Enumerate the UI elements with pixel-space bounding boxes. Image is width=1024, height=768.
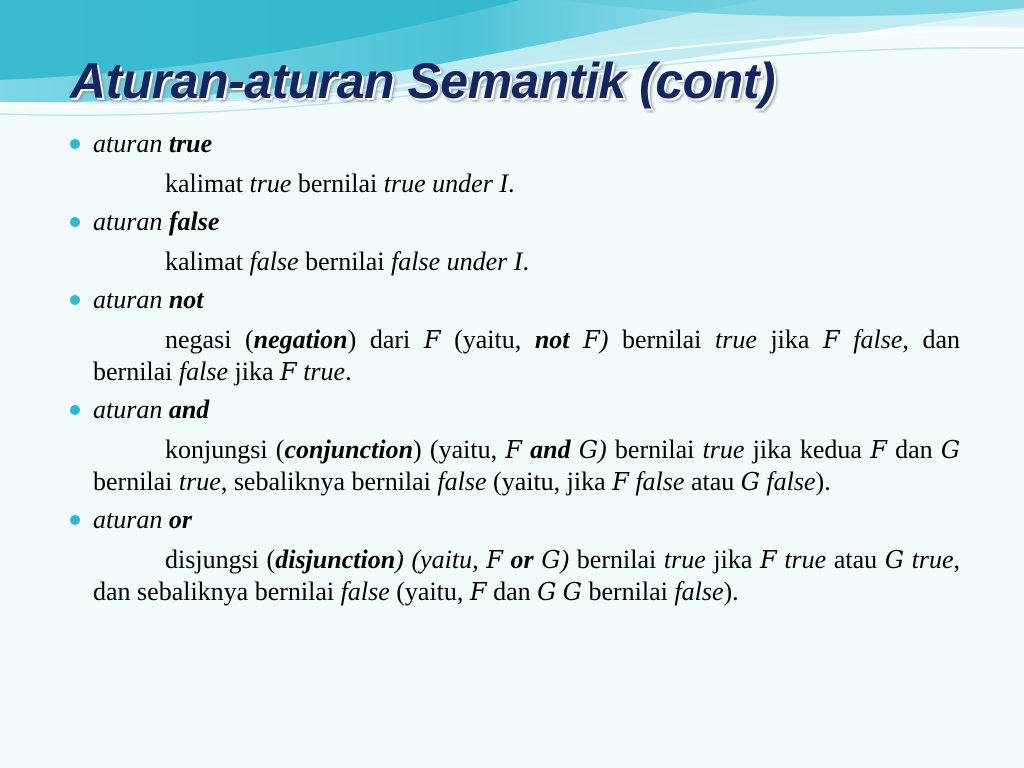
- text: jika: [234, 357, 274, 386]
- text: (yaitu,: [396, 577, 464, 606]
- text: ) dari: [347, 325, 411, 354]
- text: ) (yaitu,: [413, 435, 498, 464]
- text: (yaitu, jika: [493, 467, 606, 496]
- text: false: [635, 467, 685, 496]
- text: true: [303, 357, 346, 386]
- bullet-icon: [70, 405, 80, 415]
- rule-description-and: [70, 434, 960, 498]
- text: .: [522, 247, 529, 276]
- text: negation: [253, 325, 348, 354]
- text: true: [784, 545, 827, 574]
- text: , dan sebaliknya bernilai: [93, 545, 961, 606]
- rule-word: aturan: [93, 285, 163, 314]
- text: atau: [833, 545, 878, 574]
- rule-keyword: true: [168, 129, 213, 158]
- rule-description-false: [70, 246, 960, 278]
- text: jika: [770, 325, 810, 354]
- text: ).: [723, 577, 739, 606]
- formula-f-symbol: F: [823, 326, 840, 354]
- rule-word: aturan: [93, 207, 163, 236]
- text: false: [853, 325, 903, 354]
- rule-keyword: false: [168, 207, 220, 236]
- text: true: [249, 169, 292, 198]
- text: true under I: [383, 169, 508, 198]
- text: not: [534, 325, 570, 354]
- text: bernilai: [621, 325, 702, 354]
- rule-heading-false: [70, 206, 960, 238]
- text: false: [437, 467, 487, 496]
- text: jika kedua: [752, 435, 862, 464]
- bullet-icon: [70, 515, 80, 525]
- rule-description-not: [70, 324, 960, 388]
- text: kalimat: [165, 247, 243, 276]
- text: ).: [815, 467, 831, 496]
- text: ) (yaitu,: [395, 545, 479, 574]
- formula-f-symbol: F: [469, 578, 487, 606]
- formula-g-symbol: G: [578, 436, 599, 464]
- rule-word: aturan: [93, 395, 163, 424]
- text: negasi (: [165, 325, 254, 354]
- text: disjunction: [275, 545, 396, 574]
- rule-keyword: and: [168, 395, 210, 424]
- rule-word: aturan: [93, 129, 163, 158]
- text: bernilai: [93, 467, 173, 496]
- formula-f-symbol: F: [583, 326, 600, 354]
- formula-f-symbol: F: [486, 546, 503, 574]
- text: true: [663, 545, 706, 574]
- formula-g-symbol: G: [884, 546, 904, 574]
- text: or: [510, 545, 534, 574]
- text: true: [178, 467, 221, 496]
- text: ): [560, 545, 570, 574]
- formula-f-symbol: F: [423, 326, 441, 354]
- text: true: [714, 325, 757, 354]
- formula-f-symbol: F: [612, 468, 629, 496]
- rule-keyword: not: [168, 285, 204, 314]
- text: ): [598, 435, 607, 464]
- text: bernilai: [576, 545, 657, 574]
- rule-word: aturan: [93, 505, 163, 534]
- text: dan: [493, 577, 531, 606]
- text: jika: [713, 545, 753, 574]
- text: false: [249, 247, 299, 276]
- formula-f-symbol: F: [870, 436, 887, 464]
- text: dan: [895, 435, 933, 464]
- rule-description-or: [70, 544, 960, 608]
- text: false: [340, 577, 390, 606]
- text: disjungsi (: [165, 545, 276, 574]
- formula-g-symbol: G: [562, 578, 582, 606]
- bullet-icon: [70, 295, 80, 305]
- text: kalimat: [165, 169, 243, 198]
- text: true: [911, 545, 954, 574]
- slide-title: Aturan-aturan Semantik (cont): [70, 53, 776, 109]
- text: true: [702, 435, 745, 464]
- rule-heading-and: [70, 394, 960, 426]
- text: atau: [690, 467, 735, 496]
- formula-f-symbol: F: [505, 436, 522, 464]
- formula-g-symbol: G: [541, 546, 561, 574]
- text: (yaitu,: [454, 325, 522, 354]
- text: .: [508, 169, 515, 198]
- text: konjungsi (: [165, 435, 285, 464]
- formula-g-symbol: G: [537, 578, 557, 606]
- rule-heading-or: [70, 504, 960, 536]
- text: false: [766, 467, 816, 496]
- text: and: [530, 435, 571, 464]
- formula-f-symbol: F: [760, 546, 777, 574]
- formula-f-symbol: F: [280, 358, 297, 386]
- rule-description-true: [70, 168, 960, 200]
- text: , dan bernilai: [93, 325, 960, 386]
- text: ): [599, 325, 609, 354]
- bullet-icon: [70, 139, 80, 149]
- text: conjunction: [284, 435, 414, 464]
- rule-heading-true: [70, 128, 960, 160]
- rule-heading-not: [70, 284, 960, 316]
- text: false: [674, 577, 724, 606]
- bullet-icon: [70, 217, 80, 227]
- formula-g-symbol: G: [740, 468, 760, 496]
- text: .: [345, 357, 352, 386]
- slide-content: [70, 128, 960, 608]
- text: bernilai: [614, 435, 695, 464]
- text: , sebaliknya bernilai: [220, 467, 431, 496]
- text: bernilai: [588, 577, 668, 606]
- formula-g-symbol: G: [940, 436, 960, 464]
- text: false: [178, 357, 229, 386]
- rule-keyword: or: [168, 505, 192, 534]
- text: false under I: [391, 247, 523, 276]
- text: bernilai: [297, 169, 378, 198]
- text: bernilai: [305, 247, 385, 276]
